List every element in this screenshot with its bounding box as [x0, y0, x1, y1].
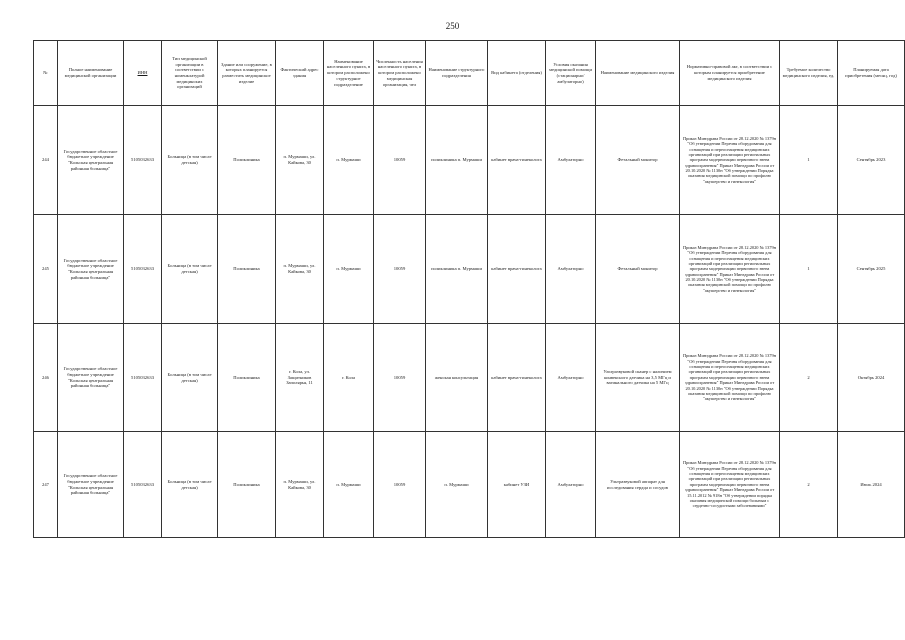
- cell-building: Поликлиника: [218, 432, 276, 538]
- equipment-table: [33, 40, 905, 538]
- cell-room: кабинет врача-гинеколога: [488, 324, 546, 432]
- cell-inn: 5105032633: [124, 324, 162, 432]
- cell-act: Приказ Минздрава России от 28.12.2020 № 1379н "Об утверждении Перечня оборудования для оснащения и переоснащения медицинских организаций при реализации региональных программ модернизации первичного звена здравоохранения" Приказ Минздрава России от 20.10.2020 № 1130н "Об утверждении Порядка оказания медицинской помощи по профилю "акушерство и гинекология": [680, 106, 780, 215]
- cell-device: Фетальный монитор: [596, 106, 680, 215]
- cell-date: Сентябрь 2025: [838, 215, 905, 324]
- header-qty: Требуемое количество медицинского изделия, ед.: [780, 41, 838, 106]
- cell-qty: 1: [780, 215, 838, 324]
- cell-num: 247: [34, 432, 58, 538]
- cell-conditions: Амбулаторно: [546, 215, 596, 324]
- cell-act: Приказ Минздрава России от 28.12.2020 № 1379н "Об утверждении Перечня оборудования для оснащения и переоснащения медицинских организаций при реализации региональных программ модернизации первичного звена здравоохранения" Приказ Минздрава России от 20.10.2020 № 1130н "Об утверждении Порядка оказания медицинской помощи по профилю "акушерство и гинекология": [680, 215, 780, 324]
- cell-qty: 1: [780, 106, 838, 215]
- header-room: Вид кабинета (отделения): [488, 41, 546, 106]
- cell-address: п. Мурмаши, ул. Кайкова, 30: [276, 106, 324, 215]
- table-header-row: [34, 41, 905, 106]
- cell-room: кабинет врача-гинеколога: [488, 106, 546, 215]
- cell-device: Ультразвуковой аппарат для исследования сердца и сосудов: [596, 432, 680, 538]
- cell-unit: поликлиника п. Мурмаши: [426, 106, 488, 215]
- cell-population: 10059: [374, 106, 426, 215]
- cell-device: Ультразвуковой сканер с наличием конвексного датчика на 3,5 МГц и вагинального датчика на 5 МГц: [596, 324, 680, 432]
- header-population: Численность населения населенного пункта, в котором расположено медицинская организация, чел: [374, 41, 426, 106]
- cell-address: г. Кола, ул. Защитников Заполярья, 11: [276, 324, 324, 432]
- cell-building: Поликлиника: [218, 106, 276, 215]
- header-unit: Наименование структурного подразделения: [426, 41, 488, 106]
- page-number: 250: [445, 21, 460, 31]
- table-row: [34, 215, 905, 324]
- cell-inn: 5105032633: [124, 215, 162, 324]
- cell-type: Больница (в том числе детская): [162, 432, 218, 538]
- cell-num: 244: [34, 106, 58, 215]
- cell-qty: 2: [780, 432, 838, 538]
- header-conditions: Условия оказания медицинской помощи (стационарно/амбулаторно): [546, 41, 596, 106]
- cell-population: 10059: [374, 432, 426, 538]
- header-device: Наименование медицинского изделия: [596, 41, 680, 106]
- cell-org: Государственное областное бюджетное учреждение "Кольская центральная районная больница": [58, 432, 124, 538]
- cell-address: п. Мурмаши, ул. Кайкова, 30: [276, 215, 324, 324]
- header-building: Здание или сооружение, в которых планируется разместить медицинское изделие: [218, 41, 276, 106]
- header-type: Тип медицинской организации в соответствии с номенклатурой медицинских организаций: [162, 41, 218, 106]
- cell-building: Поликлиника: [218, 215, 276, 324]
- cell-date: Сентябрь 2023: [838, 106, 905, 215]
- cell-conditions: Амбулаторно: [546, 106, 596, 215]
- header-address: Фактический адрес здания: [276, 41, 324, 106]
- table-row: [34, 106, 905, 215]
- header-settlement: Наименование населенного пункта, в котором расположено структурное подразделение: [324, 41, 374, 106]
- cell-conditions: Амбулаторно: [546, 324, 596, 432]
- cell-num: 246: [34, 324, 58, 432]
- cell-room: кабинет врача-гинеколога: [488, 215, 546, 324]
- cell-inn: 5105032633: [124, 432, 162, 538]
- cell-device: Фетальный монитор: [596, 215, 680, 324]
- cell-org: Государственное областное бюджетное учреждение "Кольская центральная районная больница": [58, 215, 124, 324]
- header-num: №: [34, 41, 58, 106]
- table-row: [34, 324, 905, 432]
- cell-unit: поликлиника п. Мурмаши: [426, 215, 488, 324]
- cell-num: 245: [34, 215, 58, 324]
- cell-org: Государственное областное бюджетное учреждение "Кольская центральная районная больница": [58, 106, 124, 215]
- table-row: [34, 432, 905, 538]
- cell-address: п. Мурмаши, ул. Кайкова, 30: [276, 432, 324, 538]
- header-date: Планируемая дата приобретения (месяц, год): [838, 41, 905, 106]
- cell-date: Июль 2024: [838, 432, 905, 538]
- cell-act: Приказ Минздрава России от 28.12.2020 № 1379н "Об утверждении Перечня оборудования для оснащения и переоснащения медицинских организаций при реализации региональных программ модернизации первичного звена здравоохранения" Приказ Минздрава России от 20.10.2020 № 1130н "Об утверждении Порядка оказания медицинской помощи по профилю "акушерство и гинекология": [680, 324, 780, 432]
- cell-settlement: г. Кола: [324, 324, 374, 432]
- header-inn: ИНН: [124, 41, 162, 106]
- cell-unit: женская консультация: [426, 324, 488, 432]
- header-org: Полное наименование медицинской организации: [58, 41, 124, 106]
- cell-settlement: п. Мурмаши: [324, 215, 374, 324]
- cell-unit: п. Мурмаши: [426, 432, 488, 538]
- cell-type: Больница (в том числе детская): [162, 106, 218, 215]
- cell-population: 10059: [374, 324, 426, 432]
- cell-population: 10059: [374, 215, 426, 324]
- cell-type: Больница (в том числе детская): [162, 324, 218, 432]
- header-act: Нормативно-правовой акт, в соответствии с которым планируется приобретение медицинского изделия: [680, 41, 780, 106]
- cell-conditions: Амбулаторно: [546, 432, 596, 538]
- cell-settlement: п. Мурмаши: [324, 432, 374, 538]
- cell-org: Государственное областное бюджетное учреждение "Кольская центральная районная больница": [58, 324, 124, 432]
- cell-qty: 2: [780, 324, 838, 432]
- cell-date: Октябрь 2024: [838, 324, 905, 432]
- cell-building: Поликлиника: [218, 324, 276, 432]
- cell-act: Приказ Минздрава России от 28.12.2020 № 1379н "Об утверждении Перечня оборудования для оснащения и переоснащения медицинских организаций при реализации региональных программ модернизации первичного звена здравоохранения" Приказ Минздрава России от 15.11.2012 № 918н "Об утверждении порядка оказания медицинской помощи больным с сердечно-сосудистыми заболеваниями": [680, 432, 780, 538]
- cell-room: кабинет УЗИ: [488, 432, 546, 538]
- cell-type: Больница (в том числе детская): [162, 215, 218, 324]
- cell-settlement: п. Мурмаши: [324, 106, 374, 215]
- cell-inn: 5105032633: [124, 106, 162, 215]
